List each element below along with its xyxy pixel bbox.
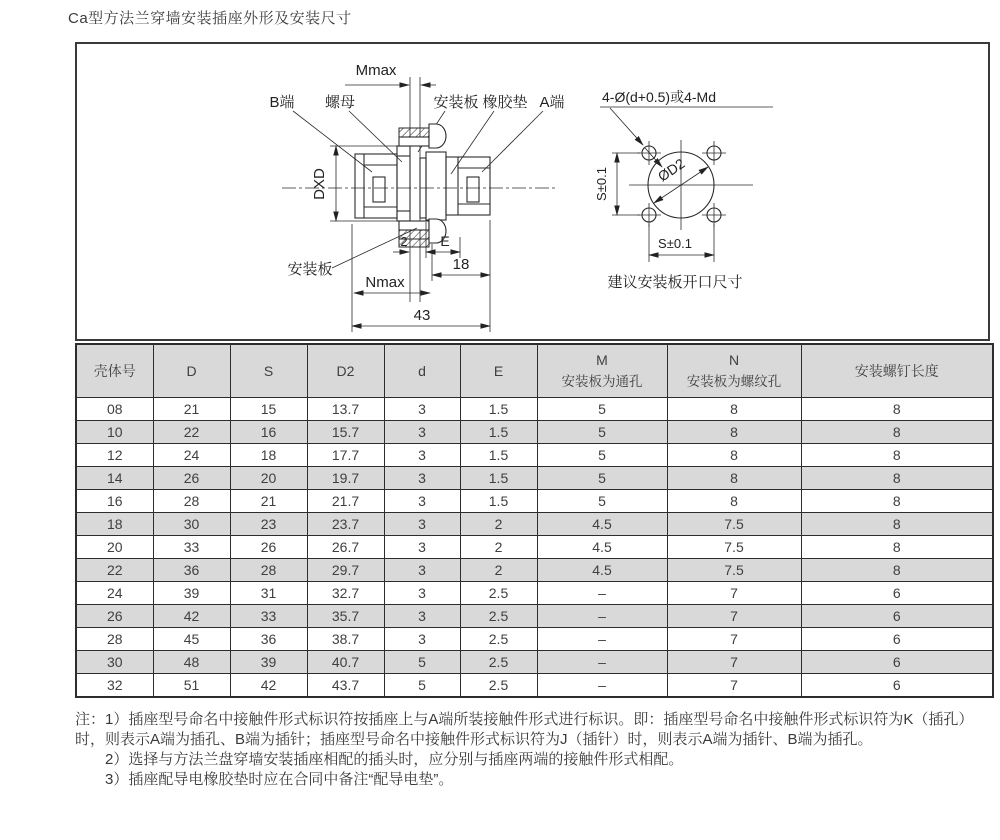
cell: 1.5 xyxy=(460,420,537,443)
cell: 3 xyxy=(384,466,460,489)
cell: 23 xyxy=(230,512,307,535)
hole-callout-label: 4-Ø(d+0.5)或4-Md xyxy=(602,89,716,105)
column-header: D2 xyxy=(307,344,384,397)
cell: 45 xyxy=(153,627,230,650)
coupling-nut xyxy=(397,146,410,221)
washer-top xyxy=(399,137,429,146)
cell: 15.7 xyxy=(307,420,384,443)
label-nut: 螺母 xyxy=(324,94,356,111)
column-header: D xyxy=(153,344,230,397)
cell: 28 xyxy=(230,558,307,581)
cell: 39 xyxy=(153,581,230,604)
cell: 8 xyxy=(801,466,993,489)
cell: 32.7 xyxy=(307,581,384,604)
cell: 13.7 xyxy=(307,397,384,420)
cell: 20 xyxy=(76,535,153,558)
column-header: 安装螺钉长度 xyxy=(801,344,993,397)
dim-18-label: 18 xyxy=(452,256,470,273)
table-row xyxy=(76,512,993,535)
column-header: E xyxy=(460,344,537,397)
table-row xyxy=(76,673,993,697)
table-row xyxy=(76,650,993,673)
cell: 5 xyxy=(537,489,667,512)
cell: 8 xyxy=(667,466,801,489)
cell: 6 xyxy=(801,581,993,604)
page-title: Ca型方法兰穿墙安装插座外形及安装尺寸 xyxy=(68,10,352,27)
cell: 30 xyxy=(76,650,153,673)
cell: 16 xyxy=(230,420,307,443)
dim-s-horizontal-label: S±0.1 xyxy=(658,236,692,251)
dimension-table xyxy=(75,343,994,698)
cell: 3 xyxy=(384,512,460,535)
cell: 35.7 xyxy=(307,604,384,627)
cell: 8 xyxy=(801,420,993,443)
b-bayonet-slot xyxy=(373,177,385,202)
cell: 38.7 xyxy=(307,627,384,650)
cell: 14 xyxy=(76,466,153,489)
cell: 28 xyxy=(153,489,230,512)
cell: 18 xyxy=(76,512,153,535)
dim-s-vertical-label: S±0.1 xyxy=(594,167,609,201)
cell: 2.5 xyxy=(460,650,537,673)
cell: 8 xyxy=(801,397,993,420)
column-header: d xyxy=(384,344,460,397)
cell: 19.7 xyxy=(307,466,384,489)
dim-nmax-label: Nmax xyxy=(365,274,405,291)
notes xyxy=(75,710,975,790)
cell: 5 xyxy=(384,673,460,697)
table-row xyxy=(76,397,993,420)
cell: 24 xyxy=(76,581,153,604)
cell: 21.7 xyxy=(307,489,384,512)
cell: 8 xyxy=(801,443,993,466)
cell: 5 xyxy=(384,650,460,673)
cell: 1.5 xyxy=(460,466,537,489)
table-row xyxy=(76,466,993,489)
cell: 3 xyxy=(384,397,460,420)
a-shell xyxy=(446,157,490,215)
cell: 8 xyxy=(801,512,993,535)
cell: 3 xyxy=(384,535,460,558)
cell: 39 xyxy=(230,650,307,673)
cell: 10 xyxy=(76,420,153,443)
cell: 26 xyxy=(153,466,230,489)
cell: 51 xyxy=(153,673,230,697)
cell: 6 xyxy=(801,673,993,697)
cell: 3 xyxy=(384,581,460,604)
table-row xyxy=(76,604,993,627)
column-header: N 安装板为螺纹孔 xyxy=(667,344,801,397)
note-3: 3）插座配导电橡胶垫时应在合同中备注“配导电垫”。 xyxy=(105,771,454,788)
cell: 36 xyxy=(153,558,230,581)
dim-43-label: 43 xyxy=(413,307,431,324)
label-b-end: B端 xyxy=(269,94,295,111)
cell: 7 xyxy=(667,673,801,697)
cell: 4.5 xyxy=(537,535,667,558)
column-header: M 安装板为通孔 xyxy=(537,344,667,397)
cell: 4.5 xyxy=(537,512,667,535)
column-header: 壳体号 xyxy=(76,344,153,397)
cell: 7.5 xyxy=(667,558,801,581)
cell: 08 xyxy=(76,397,153,420)
washer-bottom xyxy=(399,221,429,230)
table-row xyxy=(76,581,993,604)
cell: 3 xyxy=(384,558,460,581)
cell: 6 xyxy=(801,604,993,627)
a-bayonet-slot xyxy=(467,177,479,202)
cell: 7 xyxy=(667,604,801,627)
cell: 28 xyxy=(76,627,153,650)
screw-head-top xyxy=(429,124,446,148)
label-rubber-pad: 橡胶垫 xyxy=(482,94,528,111)
a-flange xyxy=(426,152,446,220)
cell: 8 xyxy=(801,558,993,581)
cell: 2 xyxy=(460,512,537,535)
cell: 3 xyxy=(384,420,460,443)
cell: 30 xyxy=(153,512,230,535)
table-row xyxy=(76,489,993,512)
cell: 15 xyxy=(230,397,307,420)
cell: 22 xyxy=(76,558,153,581)
cell: 7.5 xyxy=(667,512,801,535)
dim-mmax-label: Mmax xyxy=(355,62,397,79)
cell: 5 xyxy=(537,466,667,489)
cell: 7 xyxy=(667,581,801,604)
table-row xyxy=(76,627,993,650)
plate-section-top xyxy=(399,128,429,137)
cell: – xyxy=(537,650,667,673)
cell: 5 xyxy=(537,420,667,443)
cell: 8 xyxy=(667,420,801,443)
cell: 1.5 xyxy=(460,443,537,466)
table-row xyxy=(76,443,993,466)
cell: 6 xyxy=(801,650,993,673)
cell: 32 xyxy=(76,673,153,697)
cell: 8 xyxy=(667,397,801,420)
cell: – xyxy=(537,581,667,604)
cell: 36 xyxy=(230,627,307,650)
cell: 26 xyxy=(230,535,307,558)
label-mount-plate-bottom: 安装板 xyxy=(287,261,333,278)
cell: 29.7 xyxy=(307,558,384,581)
cell: 21 xyxy=(230,489,307,512)
cell: 33 xyxy=(230,604,307,627)
cell: 7 xyxy=(667,650,801,673)
table-row xyxy=(76,420,993,443)
label-mount-plate-top: 安装板 xyxy=(433,94,479,111)
cell: 3 xyxy=(384,627,460,650)
cell: 2 xyxy=(460,558,537,581)
cell: 43.7 xyxy=(307,673,384,697)
cell: 7.5 xyxy=(667,535,801,558)
hole-view-caption: 建议安装板开口尺寸 xyxy=(607,274,743,291)
cell: 4.5 xyxy=(537,558,667,581)
cell: 18 xyxy=(230,443,307,466)
table-header-row xyxy=(76,344,993,397)
cell: 5 xyxy=(537,443,667,466)
table-row xyxy=(76,535,993,558)
cell: 12 xyxy=(76,443,153,466)
cell: 8 xyxy=(667,489,801,512)
cell: 26.7 xyxy=(307,535,384,558)
cell: 1.5 xyxy=(460,397,537,420)
cell: 5 xyxy=(537,397,667,420)
cell: 16 xyxy=(76,489,153,512)
cell: 22 xyxy=(153,420,230,443)
cell: 40.7 xyxy=(307,650,384,673)
dim-dxd-label: DXD xyxy=(311,168,328,200)
dim-e-label: E xyxy=(440,233,450,249)
cell: – xyxy=(537,627,667,650)
cell: 20 xyxy=(230,466,307,489)
cell: 42 xyxy=(230,673,307,697)
table-body xyxy=(76,397,993,697)
cell: 2.5 xyxy=(460,673,537,697)
cell: 23.7 xyxy=(307,512,384,535)
cell: 2.5 xyxy=(460,627,537,650)
label-a-end: A端 xyxy=(539,94,565,111)
cell: 48 xyxy=(153,650,230,673)
cell: 8 xyxy=(801,535,993,558)
cell: – xyxy=(537,673,667,697)
table-row xyxy=(76,558,993,581)
cell: 42 xyxy=(153,604,230,627)
note-1: 注：1）插座型号命名中接触件形式标识符按插座上与A端所装接触件形式进行标识。即：插座型号命名中接触件形式标识符为K（插孔）时，则表示A端为插孔、B端为插针；插座型号命名中接触件形式标识符为J（插针）时，则表示A端为插针、B端为插孔。 xyxy=(75,711,974,748)
cell: 33 xyxy=(153,535,230,558)
cell: 3 xyxy=(384,443,460,466)
cell: 1.5 xyxy=(460,489,537,512)
cell: 2 xyxy=(460,535,537,558)
cell: 2.5 xyxy=(460,604,537,627)
note-2: 2）选择与方法兰盘穿墙安装插座相配的插头时，应分别与插座两端的接触件形式相配。 xyxy=(105,751,684,768)
cell: 17.7 xyxy=(307,443,384,466)
cell: 26 xyxy=(76,604,153,627)
cell: 3 xyxy=(384,489,460,512)
cell: 3 xyxy=(384,604,460,627)
cell: 8 xyxy=(667,443,801,466)
cell: 2.5 xyxy=(460,581,537,604)
drawing-frame xyxy=(75,42,990,341)
cell: 8 xyxy=(801,489,993,512)
column-header: S xyxy=(230,344,307,397)
cell: 24 xyxy=(153,443,230,466)
cell: 31 xyxy=(230,581,307,604)
cell: 6 xyxy=(801,627,993,650)
cell: 7 xyxy=(667,627,801,650)
cell: 21 xyxy=(153,397,230,420)
dim-2-label: 2 xyxy=(400,234,408,249)
cell: – xyxy=(537,604,667,627)
technical-drawing xyxy=(77,44,988,339)
dim-d2-label: ØD2 xyxy=(654,155,688,185)
